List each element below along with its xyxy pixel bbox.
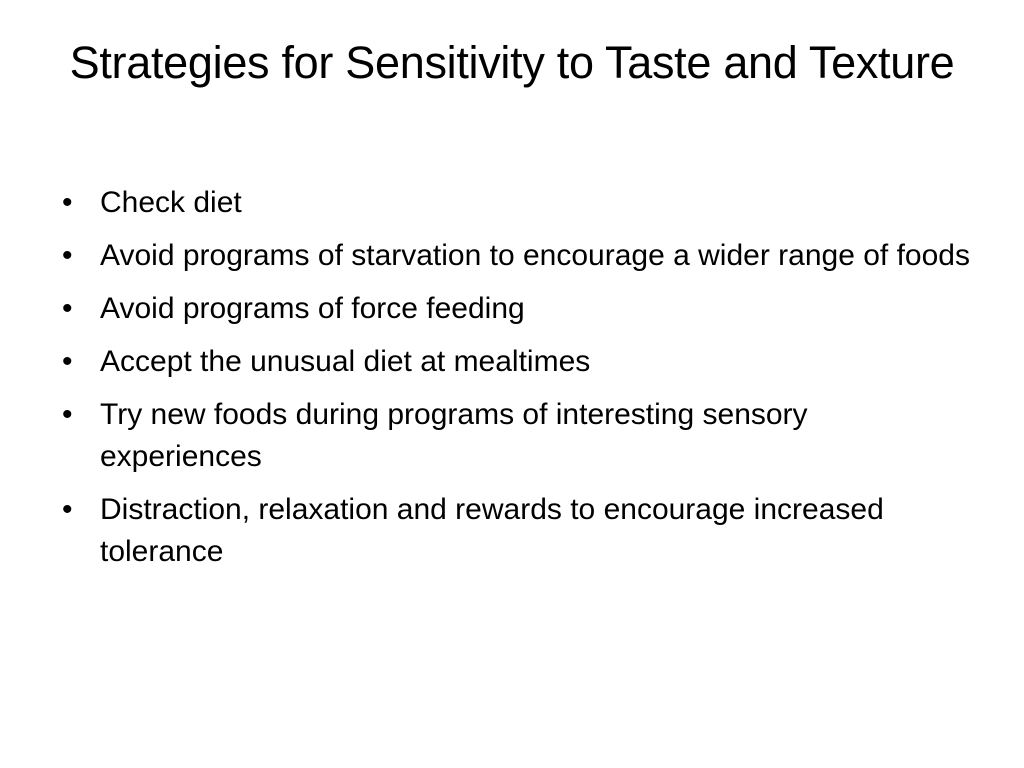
bullet-item	[56, 489, 976, 573]
bullet-list	[56, 182, 976, 584]
bullet-text: Accept the unusual diet at mealtimes	[100, 345, 591, 378]
bullet-item	[56, 288, 976, 330]
bullet-dot-icon: •	[62, 493, 73, 526]
bullet-item	[56, 394, 976, 478]
bullet-text: Avoid programs of starvation to encourage a wider range of foods	[100, 239, 970, 272]
bullet-dot-icon: •	[62, 345, 73, 378]
bullet-item	[56, 182, 976, 224]
bullet-dot-icon: •	[62, 239, 73, 272]
bullet-text: Try new foods during programs of interesting sensory experiences	[100, 398, 808, 473]
slide-title: Strategies for Sensitivity to Taste and Texture	[69, 37, 955, 88]
bullet-dot-icon: •	[62, 398, 73, 431]
bullet-item	[56, 341, 976, 383]
bullet-text: Distraction, relaxation and rewards to encourage increased tolerance	[100, 493, 884, 568]
bullet-dot-icon: •	[62, 292, 73, 325]
bullet-item	[56, 235, 976, 277]
bullet-text: Avoid programs of force feeding	[100, 292, 525, 325]
bullet-text: Check diet	[100, 186, 242, 219]
bullet-dot-icon: •	[62, 186, 73, 219]
